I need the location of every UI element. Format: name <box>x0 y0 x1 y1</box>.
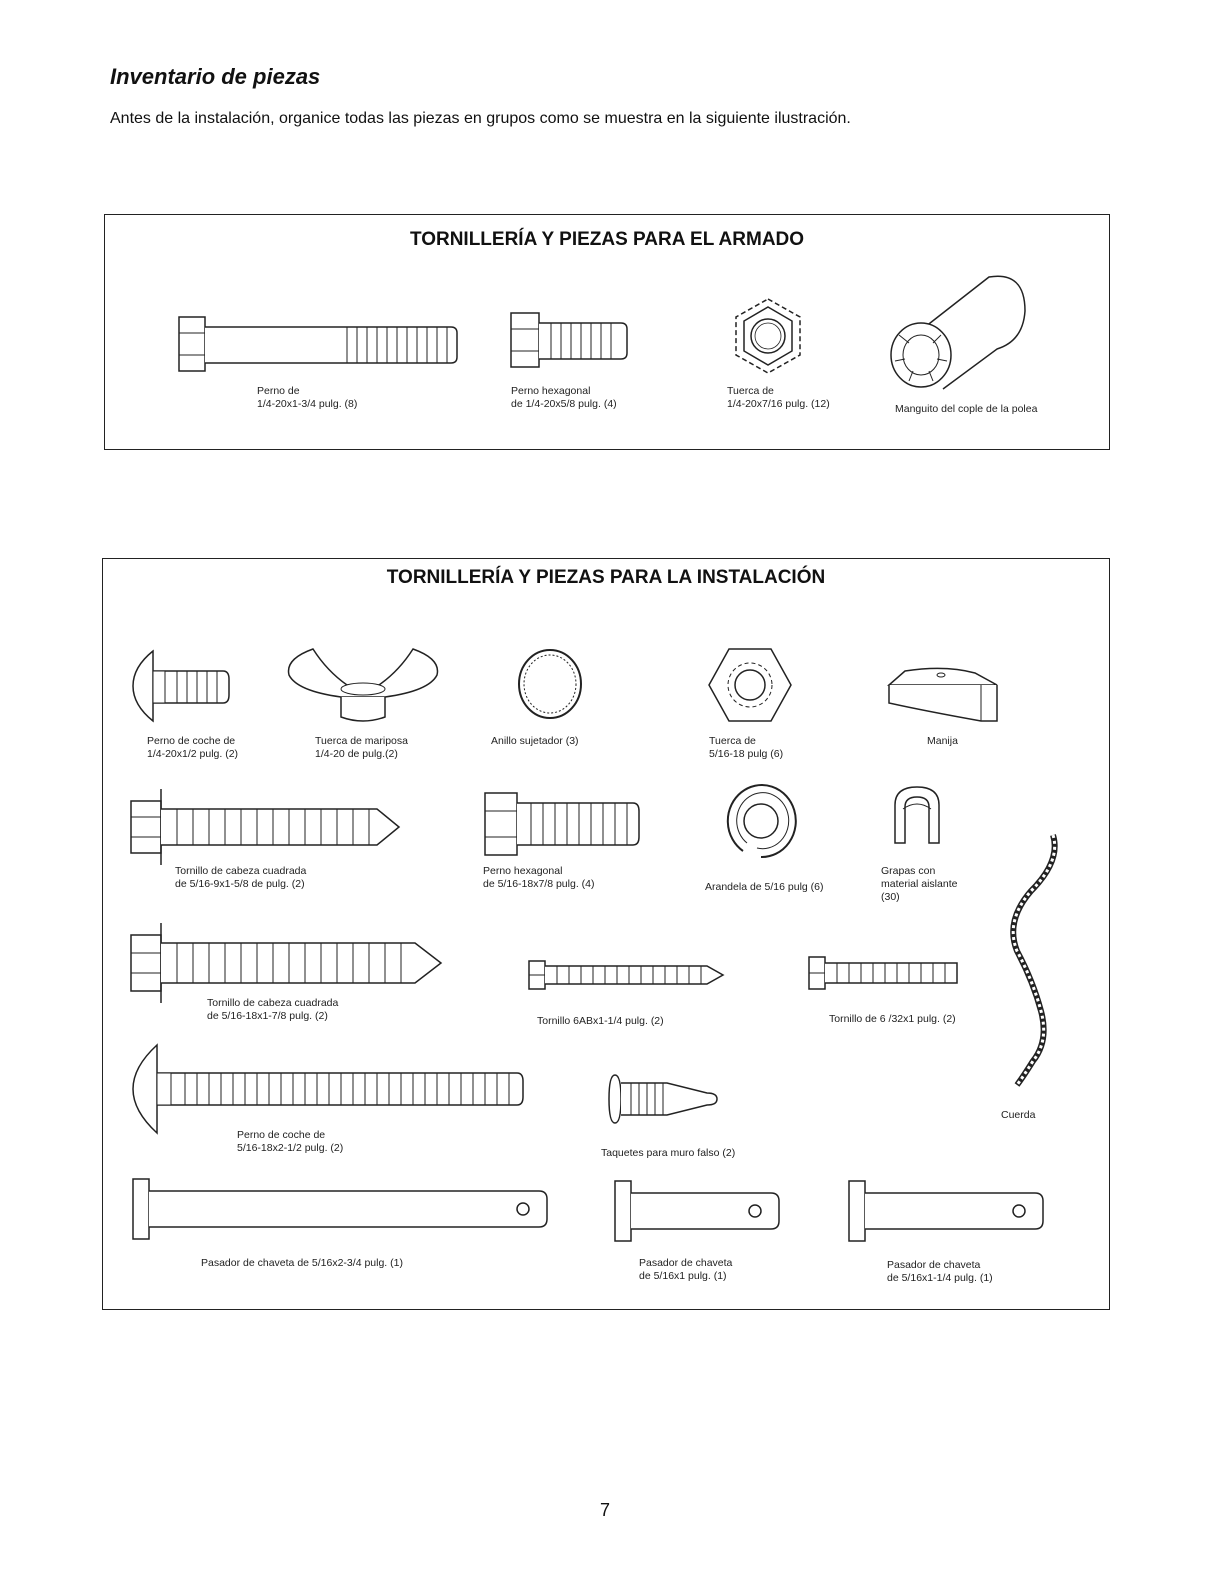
assembly-label-3: Tuerca de 1/4-20x7/16 pulg. (12) <box>727 385 830 410</box>
rope-icon <box>1003 831 1073 1091</box>
assembly-parts-panel <box>104 214 1110 450</box>
insulated-staple-icon <box>887 783 947 847</box>
lock-nut-icon <box>725 293 811 379</box>
clevis-pin-long-icon <box>131 1177 551 1241</box>
carriage-bolt-long-icon <box>131 1043 527 1135</box>
inst-label-handle: Manija <box>927 735 958 747</box>
inst-label-lock-washer: Arandela de 5/16 pulg (6) <box>705 881 824 893</box>
handle-icon <box>885 663 1001 723</box>
inst-label-rope: Cuerda <box>1001 1109 1036 1121</box>
inst-label-retaining-ring: Anillo sujetador (3) <box>491 735 579 747</box>
machine-screw-icon <box>807 953 961 993</box>
lag-screw-short-icon <box>129 787 403 867</box>
sheet-metal-screw-icon <box>527 955 727 995</box>
inst-label-staples: Grapas con material aislante (30) <box>881 865 958 903</box>
lag-screw-long-icon <box>129 921 445 1005</box>
inst-label-clevis-pin-short: Pasador de chaveta de 5/16x1 pulg. (1) <box>639 1257 733 1282</box>
inst-label-clevis-pin-long: Pasador de chaveta de 5/16x2-3/4 pulg. (1) <box>201 1257 403 1269</box>
hex-nut-icon <box>707 645 793 725</box>
wing-nut-icon <box>283 645 443 725</box>
inst-label-carriage-bolt-short: Perno de coche de 1/4-20x1/2 pulg. (2) <box>147 735 239 760</box>
assembly-label-4: Manguito del cople de la polea <box>895 403 1038 415</box>
installation-panel-title: TORNILLERÍA Y PIEZAS PARA LA INSTALACIÓN <box>386 567 826 588</box>
inst-label-lag-screw-long: Tornillo de cabeza cuadrada de 5/16-18x1-7/8 pulg. (2) <box>207 997 339 1022</box>
lock-washer-icon <box>723 781 799 861</box>
intro-text: Antes de la instalación, organice todas las piezas en grupos como se muestra en la siguiente ilustración. <box>110 110 851 127</box>
inst-label-lag-screw-short: Tornillo de cabeza cuadrada de 5/16-9x1-5/8 de pulg. (2) <box>175 865 307 890</box>
assembly-label-2: Perno hexagonal de 1/4-20x5/8 pulg. (4) <box>511 385 617 410</box>
clevis-pin-short-icon <box>613 1179 783 1243</box>
clevis-pin-medium-icon <box>847 1179 1047 1243</box>
coupling-sleeve-icon <box>885 271 1031 389</box>
assembly-label-1: Perno de 1/4-20x1-3/4 pulg. (8) <box>257 385 358 410</box>
page-number: 7 <box>599 1500 610 1520</box>
installation-parts-panel <box>102 558 1110 1310</box>
retaining-ring-icon <box>515 647 585 721</box>
carriage-bolt-short-icon <box>131 647 231 725</box>
hex-bolt-short-icon <box>509 309 629 371</box>
inst-label-carriage-bolt-long: Perno de coche de 5/16-18x2-1/2 pulg. (2) <box>237 1129 344 1154</box>
assembly-panel-title: TORNILLERÍA Y PIEZAS PARA EL ARMADO <box>409 229 805 250</box>
inst-label-hex-nut: Tuerca de 5/16-18 pulg (6) <box>709 735 784 760</box>
page-title: Inventario de piezas <box>110 64 321 89</box>
inst-label-hex-bolt: Perno hexagonal de 5/16-18x7/8 pulg. (4) <box>483 865 595 890</box>
drywall-anchor-icon <box>607 1073 723 1125</box>
inst-label-6ab-screw: Tornillo 6ABx1-1/4 pulg. (2) <box>537 1015 664 1027</box>
inst-label-drywall-anchors: Taquetes para muro falso (2) <box>601 1147 736 1159</box>
inst-label-wing-nut: Tuerca de mariposa 1/4-20 de pulg.(2) <box>315 735 408 760</box>
hex-bolt-long-icon <box>177 313 462 375</box>
hex-bolt-5-16-icon <box>483 789 643 859</box>
inst-label-6-32-screw: Tornillo de 6 /32x1 pulg. (2) <box>829 1013 956 1025</box>
inst-label-clevis-pin-medium: Pasador de chaveta de 5/16x1-1/4 pulg. (1) <box>887 1259 993 1284</box>
